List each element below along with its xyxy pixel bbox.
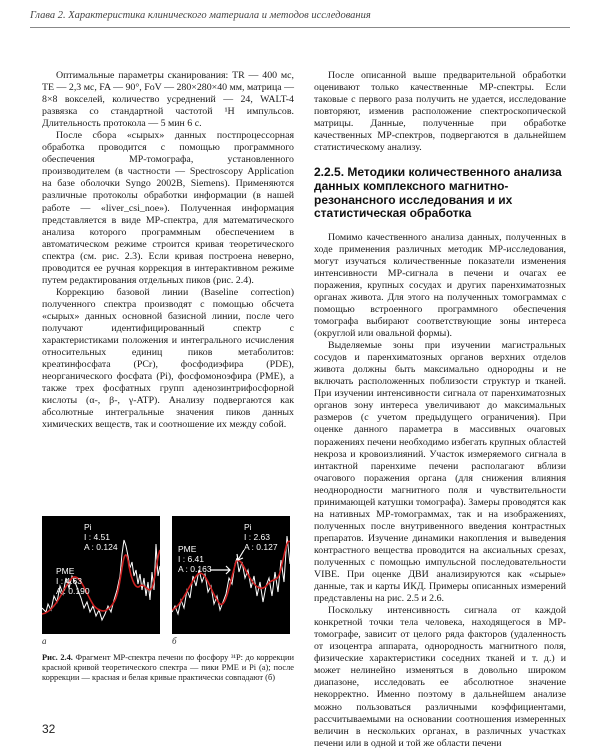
- paragraph: Выделяемые зоны при изучении магистральных сосудов и паренхиматозных органов верхних отделов живота должны быть максимально однородны и не включать расположенных поблизости структур и тканей. При изучении интенсивности сигнала от паренхиматозных органов зону интереса увеличивают до максимальных размеров (с учетом предыдущего ограничения). При оценке данного параметра в массивных очаговых поражениях печени необходимо избегать крупных областей некроза и кровоизлияний. Участок измеряемого сигнала в интактной паренхиме печени располагают вблизи очагового поражения органа (для снижения влияния неоднородности магнитного поля и чувствительности принимающей катушки томографа). Замеры проводятся как на нативных МР-томограммах, так и на изображениях, полученных после внутривенного введения контрастных препаратов. Изучение динамики накопления и выведения контрастного вещества проводится на аксиальных срезах, полученных с помощью импульсной последовательности VIBE. При оценке ДВИ анализируются как «сырые» данные, так и карты ИКД. Примеры описанных измерений представлены на рис. 2.5 и 2.6.: [314, 340, 566, 605]
- figure-caption: [42, 653, 294, 684]
- caption-label: Рис. 2.4.: [42, 653, 73, 662]
- panel-letter-b: б: [172, 636, 177, 646]
- section-heading: 2.2.5. Методики количественного анализа данных комплексного магнитно-резонансного исследования и их статистическая обработка: [314, 165, 562, 221]
- paragraph: Коррекцию базовой линии (Baseline correction) полученного спектра производят с помощью обсчета «сырых» данных основной базисной линии, после чего получают идентифицированный спектр с характеристиками положения и интегрального исчисления относительных единиц пиков метаболитов: креатинфосфата (PCr), фосфодиэфира (PDE), неорганического фосфата (Pi), фосфомоноэфира (PME), а также трех фосфатных групп аденозинтрифосфорной кислоты (α-, β-, γ-ATP). Анализу подвергаются как абсолютные интегральные значения пиков данных химических веществ, так и соотношение их между собой.: [42, 286, 294, 431]
- pme-label-line: A : 0.163: [178, 564, 212, 574]
- spectrum-panel-a: [42, 516, 160, 634]
- pi-label-line: Pi: [84, 522, 92, 532]
- pi-label-line: I : 2.63: [244, 532, 270, 542]
- paragraph: Помимо качественного анализа данных, полученных в ходе применения различных методик МР-исследования, могут изучаться количественные показатели изменения интенсивности МР-сигнала в печени и очагах ее поражения, крупных сосудах и других паренхиматозных органах живота. Для этого на полученных томограммах с помощью встроенного программного обеспечения томографа выбирают соответствующие зоны интереса (округлой или овальной формы).: [314, 231, 566, 340]
- spectrum-figure: [42, 516, 294, 634]
- paragraph: После описанной выше предварительной обработки оценивают только качественные МР-спектры. Если таковые с первого раза получить не удается, исследование повторяют, изменив расположение спектроскопической матрицы. Данные, полученные при обработке качественных МР-спектров, подвергаются в дальнейшем статистическому анализу.: [314, 70, 566, 154]
- peak-arrow: [237, 550, 244, 560]
- pme-label-line: PME: [56, 566, 75, 576]
- pi-label-line: Pi: [244, 522, 252, 532]
- paragraph: После сбора «сырых» данных постпроцессорная обработка проводится с помощью программного обеспечения МР-томографа, установленного производителем (в частности — Spectroscopy Application на базе оболочки Syngo 2002B, Siemens). Применяются различные протоколы обработки информации (в нашей работе — «liver_csi_noe»). Полученная информация представляется в виде МР-спектра, для математического анализа которого программным обеспечением в автоматическом режиме строится кривая теоретического спектра (см. рис. 2.3). Если кривая построена неверно, проводится ее ручная коррекция в интерактивном режиме путем редактирования отдельных пиков (рис. 2.4).: [42, 130, 294, 286]
- page-number: 32: [42, 722, 56, 736]
- spectrum-panel-b: [172, 516, 290, 634]
- left-column: [42, 70, 294, 431]
- pi-label-line: I : 4.51: [84, 532, 110, 542]
- spectrum-plot-b: [172, 516, 290, 634]
- peak-arrow: [210, 566, 230, 574]
- paragraph: Поскольку интенсивность сигнала от каждой конкретной точки тела человека, находящегося в МР-томографе, зависит от целого ряда факторов (удаленность от изоцентра аппарата, однородность магнитного поля, физические характеристики соседних тканей и т. д.) и может нелинейно изменяться в довольно широком диапазоне, исследовать ее абсолютное значение некорректно. Именно поэтому в дальнейшем анализе можно пользоваться различными коэффициентами, рассчитываемыми на основании соотношения измеренных величин в нескольких органах, в различных участках печени или в одной и той же области печени: [314, 605, 566, 749]
- header-rule: [30, 27, 570, 28]
- caption-text: Фрагмент МР-спектра печени по фосфору ³¹P: до коррекции красной кривой теоретического спектра — пики PME и Pi (а); после коррекции — красная и белая кривые практически совпадают (б): [42, 653, 295, 683]
- pme-label-line: PME: [178, 544, 197, 554]
- running-title: Глава 2. Характеристика клинического материала и методов исследования: [30, 10, 371, 21]
- panel-letter-a: а: [42, 636, 47, 646]
- pme-label-line: I : 6.41: [178, 554, 204, 564]
- spectrum-plot-a: [42, 516, 160, 634]
- paragraph: Оптимальные параметры сканирования: TR — 400 мс, TE — 2,3 мс, FA — 90°, FoV — 280×280×40 мм, матрица — 8×8 вокселей, количество усреднений — 24, WALT-4 развязка со стандартной частотой ¹H импульсов. Длительность протокола — 5 мин 6 с.: [42, 70, 294, 130]
- pi-label-line: A : 0.127: [244, 542, 278, 552]
- running-header: [30, 4, 570, 28]
- pme-label-line: I : 4.63: [56, 576, 82, 586]
- right-column: [314, 70, 566, 750]
- pme-label-line: A : 0.190: [56, 586, 90, 596]
- pi-label-line: A : 0.124: [84, 542, 118, 552]
